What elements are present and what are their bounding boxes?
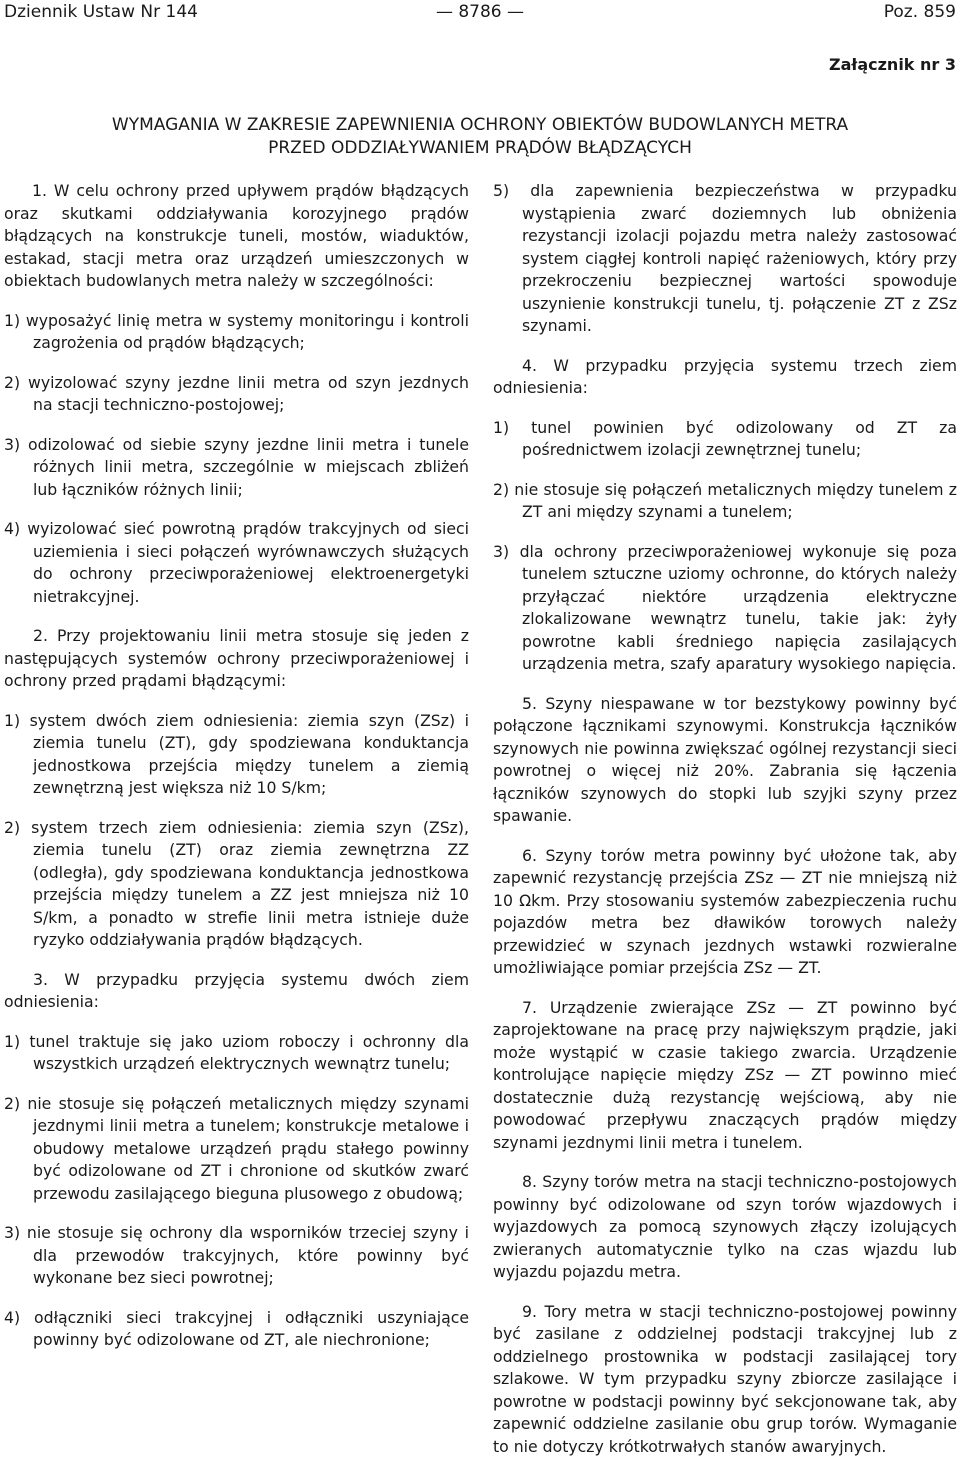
paragraph: 8. Szyny torów metra na stacji techniczno-postojowych powinny być odizolowane od szyn torów wjazdowych i wyjazdowych za pomocą szynowych złączy izolujących zwieranych automatycznie tylko na czas wjazdu lub wyjazdu pojazdu metra. — [493, 1172, 957, 1281]
paragraph: 4. W przypadku przyjęcia systemu trzech ziem odniesienia: — [493, 355, 957, 397]
paragraph: 7. Urządzenie zwierające ZSz — ZT powinno być zaprojektowane na pracę przy największym prądzie, jaki może wystąpić w czasie takiego zwarcia. Urządzenie kontrolujące napięcie między ZSz — ZT powinno mieć dostatecznie dużą rezystancję wejściową, aby nie powodować przepływu znaczących prądów między szynami jezdnymi linii metra i tunelem. — [493, 997, 957, 1152]
title-line-2: PRZED ODDZIAŁYWANIEM PRĄDÓW BŁĄDZĄCYCH — [268, 138, 692, 158]
paragraph: 1. W celu ochrony przed upływem prądów błądzących oraz skutkami oddziaływania korozyjnego prądów błądzących na konstrukcje tuneli, mostów, wiaduktów, estakad, stacji metra oraz urządzeń umieszczonych w obiektach budowlanych metra należy w szczególności: — [4, 181, 469, 290]
list-item: 1) tunel powinien być odizolowany od ZT za pośrednictwem izolacji zewnętrznej tunelu; — [493, 417, 957, 459]
paragraph: 6. Szyny torów metra powinny być ułożone tak, aby zapewnić rezystancję przejścia ZSz — ZT nie mniejszą niż 10 Ωkm. Przy stosowaniu systemów zabezpieczenia ruchu pojazdów metra bez dławików torowych należy przewidzieć w szynach jezdnych wstawki rozwieralne umożliwiające pomiar przejścia ZSz — ZT. — [493, 845, 957, 977]
document-title — [0, 114, 960, 160]
page-number: — 8786 — — [435, 2, 525, 22]
position-number: Poz. 859 — [883, 2, 956, 22]
right-column — [493, 180, 957, 1475]
list-item: 2) nie stosuje się połączeń metalicznych między tunelem z ZT ani między szynami a tunelem; — [493, 479, 957, 521]
title-line-1: WYMAGANIA W ZAKRESIE ZAPEWNIENIA OCHRONY OBIEKTÓW BUDOWLANYCH METRA — [111, 115, 849, 135]
journal-name: Dziennik Ustaw Nr 144 — [4, 2, 198, 22]
paragraph: 2. Przy projektowaniu linii metra stosuje się jeden z następujących systemów ochrony przeciwporażeniowej i ochrony przed prądami błądzącymi: — [4, 626, 469, 690]
paragraph: 3. W przypadku przyjęcia systemu dwóch ziem odniesienia: — [4, 969, 469, 1011]
left-column — [4, 180, 469, 1369]
paragraph: 5. Szyny niespawane w tor bezstykowy powinny być połączone łącznikami szynowymi. Konstrukcja łączników szynowych nie powinna zwiększać ogólnej rezystancji sieci powrotnej o więcej niż 20%. Zabrania się łączenia łączników szynowych do stopki lub szyjki szyny przez spawanie. — [493, 693, 957, 825]
page-header — [4, 2, 956, 28]
annex-label: Załącznik nr 3 — [829, 55, 956, 74]
list-item: 2) nie stosuje się połączeń metalicznych między szynami jezdnymi linii metra a tunelem; konstrukcje metalowe i obudowy metalowe urządzeń prądu stałego powinny być odizolowane od ZT i chronione od skutków zwarć przewodu zasilającego bieguna plusowego z obudową; — [4, 1093, 469, 1203]
list-item: 3) odizolować od siebie szyny jezdne linii metra i tunele różnych linii metra, szczególnie w miejscach zbliżeń lub łączników różnych linii; — [4, 434, 469, 499]
list-item: 2) system trzech ziem odniesienia: ziemia szyn (ZSz), ziemia tunelu (ZT) oraz ziemia zewnętrzna ZZ (odległa), gdy spodziewana konduktancja jednostkowa przejścia między tunelem a ZZ jest mniejsza niż 10 S/km, a ponadto w strefie linii metra istnieje duże ryzyko oddziaływania prądów błądzących. — [4, 817, 469, 949]
list-item: 1) tunel traktuje się jako uziom roboczy i ochronny dla wszystkich urządzeń elektrycznych wewnątrz tunelu; — [4, 1031, 469, 1073]
list-item: 4) odłączniki sieci trakcyjnej i odłączniki uszyniające powinny być odizolowane od ZT, ale niechronione; — [4, 1307, 469, 1349]
list-item: 1) wyposażyć linię metra w systemy monitoringu i kontroli zagrożenia od prądów błądzących; — [4, 310, 469, 352]
list-item: 3) nie stosuje się ochrony dla wsporników trzeciej szyny i dla przewodów trakcyjnych, które powinny być wykonane bez sieci powrotnej; — [4, 1223, 469, 1287]
list-item: 3) dla ochrony przeciwporażeniowej wykonuje się poza tunelem sztuczne uziomy ochronne, do których należy przyłączać niektóre urządzenia elektryczne zlokalizowane wewnątrz tunelu, takie jak: żyły powrotne kabli średniego napięcia zasilających urządzenia metra, szafy aparatury wysokiego napięcia. — [493, 541, 957, 673]
list-item: 2) wyizolować szyny jezdne linii metra od szyn jezdnych na stacji techniczno-postojowej; — [4, 372, 469, 414]
paragraph: 9. Tory metra w stacji techniczno-postojowej powinny być zasilane z oddzielnej podstacji trakcyjnej lub z oddzielnego prostownika w podstacji zasilającej tory szlakowe. W tym przypadku szyny zbiorcze zasilające i powrotne w podstacji powinny być sekcjonowane tak, aby zapewnić oddzielne zasilanie obu grup torów. Wymaganie to nie dotyczy krótkotrwałych stanów awaryjnych. — [493, 1301, 957, 1456]
list-item: 1) system dwóch ziem odniesienia: ziemia szyn (ZSz) i ziemia tunelu (ZT), gdy spodziewana konduktancja jednostkowa przejścia między tunelem a ziemią zewnętrzną jest większa niż 10 S/km; — [4, 710, 469, 797]
list-item: 4) wyizolować sieć powrotną prądów trakcyjnych od sieci uziemienia i sieci połączeń wyrównawczych służących do ochrony przeciwporażeniowej elektroenergetyki nietrakcyjnej. — [4, 519, 469, 606]
list-item: 5) dla zapewnienia bezpieczeństwa w przypadku wystąpienia zwarć doziemnych lub obniżenia rezystancji izolacji pojazdu metra należy zastosować system ciągłej kontroli napięć rażeniowych, który przy przekroczeniu bezpiecznej wartości spowoduje uszynienie konstrukcji tunelu, tj. połączenie ZT z ZSz szynami. — [493, 181, 957, 335]
